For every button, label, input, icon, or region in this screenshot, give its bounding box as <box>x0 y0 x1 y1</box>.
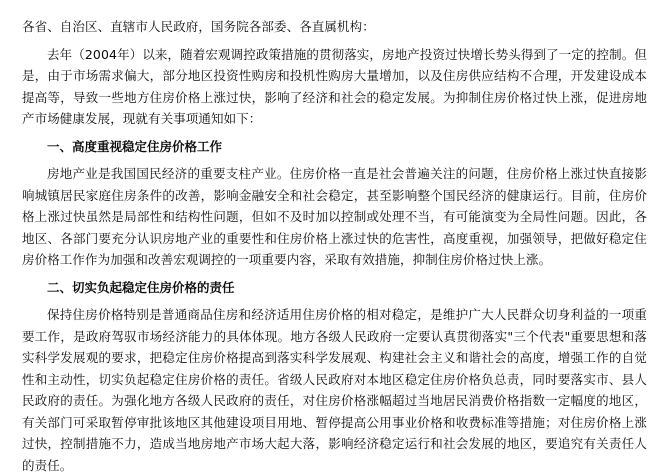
document-paragraph-intro: 去年（2004年）以来，随着宏观调控政策措施的贯彻落实，房地产投资过快增长势头得到了一定的控制。但是，由于市场需求偏大，部分地区投资性购房和投机性购房大量增加，以及住房供应结构不合理，开发建设成本提高等，导致一些地方住房价格上涨过快，影响了经济和社会的稳定发展。为抑制住房价格过快上涨，促进房地产市场健康发展，现就有关事项通知如下： <box>22 46 647 126</box>
document-addressee: 各省、自治区、直辖市人民政府，国务院各部委、各直属机构： <box>22 19 375 34</box>
document-heading-1: 一、高度重视稳定住房价格工作 <box>47 138 223 154</box>
document-paragraph-1: 房地产业是我国国民经济的重要支柱产业。住房价格一直是社会普遍关注的问题，住房价格上涨过快直接影响城镇居民家庭住房条件的改善，影响金融安全和社会稳定，甚至影响整个国民经济的健康运行。目前，住房价格上涨过快虽然是局部性和结构性问题，但如不及时加以控制或处理不当，有可能演变为全局性问题。因此，各地区、各部门要充分认识房地产业的重要性和住房价格上涨过快的危害性，高度重视，加强领导，把做好稳定住房价格工作作为加强和改善宏观调控的一项重要内容，采取有效措施，抑制住房价格过快上涨。 <box>22 166 647 267</box>
document-paragraph-2: 保持住房价格特别是普通商品住房和经济适用住房价格的相对稳定，是维护广大人民群众切身利益的一项重要工作，是政府驾驭市场经济能力的具体体现。地方各级人民政府一定要认真贯彻落实"三个代表"重要思想和落实科学发展观的要求，把稳定住房价格提高到落实科学发展观、构建社会主义和谐社会的高度，增强工作的自觉性和主动性，切实负起稳定住房价格的责任。省级人民政府对本地区稳定住房价格负总责，同时要落实市、县人民政府的责任。为强化地方各级人民政府的责任，对住房价格涨幅超过当地居民消费价格指数一定幅度的地区，有关部门可采取暂停审批该地区其他建设项目用地、暂停提高公用事业价格和收费标准等措施；对住房价格上涨过快，控制措施不力，造成当地房地产市场大起大落，影响经济稳定运行和社会发展的地区，要追究有关责任人的责任。 <box>22 307 647 473</box>
document-heading-2: 二、切实负起稳定住房价格的责任 <box>47 279 235 295</box>
